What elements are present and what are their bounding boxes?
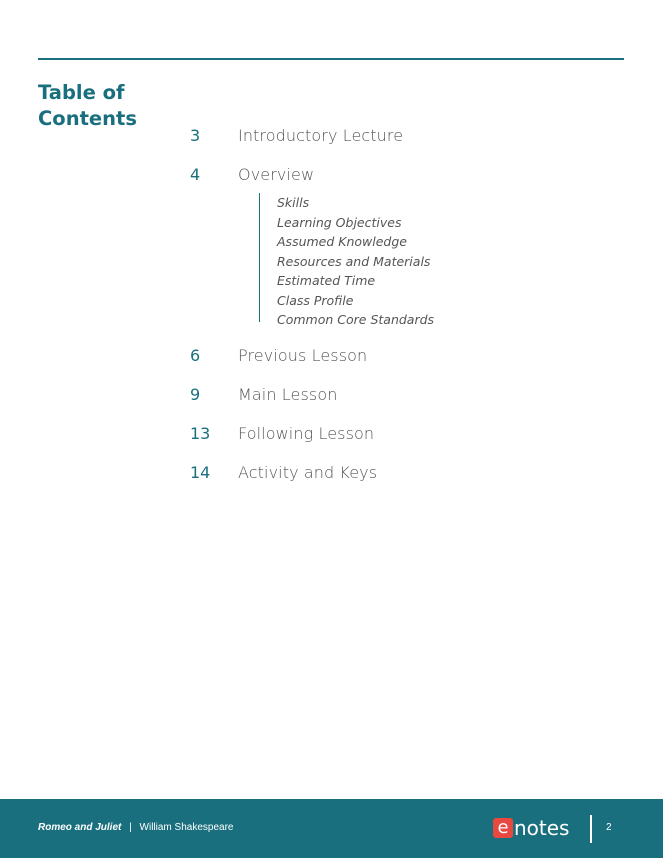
toc-entry-title: Previous Lesson bbox=[238, 345, 368, 365]
enotes-logo-wordmark: notes bbox=[514, 816, 570, 840]
toc-entry-overview[interactable] bbox=[190, 162, 314, 186]
toc-entry-following-lesson[interactable] bbox=[190, 421, 374, 445]
top-rule bbox=[38, 58, 624, 60]
toc-page-number: 4 bbox=[190, 164, 201, 184]
toc-entry-main-lesson[interactable] bbox=[190, 382, 337, 406]
subitem-assumed-knowledge: Assumed Knowledge bbox=[277, 234, 407, 249]
subitem-class-profile: Class Profile bbox=[277, 292, 354, 308]
toc-page-number: 13 bbox=[190, 423, 211, 443]
footer-book-info bbox=[38, 822, 233, 833]
toc-entry-title: Overview bbox=[238, 164, 315, 184]
toc-entry-title: Following Lesson bbox=[238, 423, 375, 443]
footer-book-title: Romeo and Juliet bbox=[38, 822, 122, 833]
overview-subitems bbox=[259, 193, 435, 327]
enotes-logo-e-icon: e bbox=[493, 818, 513, 838]
toc-entry-title: Introductory Lecture bbox=[238, 125, 404, 145]
subitem-learning-objectives: Learning Objectives bbox=[277, 214, 402, 230]
toc-page-number: 14 bbox=[190, 462, 211, 482]
toc-page-number: 6 bbox=[190, 345, 201, 365]
page-footer bbox=[0, 799, 663, 858]
toc-entry-introductory-lecture[interactable] bbox=[190, 123, 403, 147]
toc-page-number: 3 bbox=[190, 125, 201, 145]
footer-page-number: 2 bbox=[606, 822, 612, 833]
toc-heading: Table of Contents bbox=[38, 81, 137, 130]
toc-entry-previous-lesson[interactable] bbox=[190, 343, 367, 367]
enotes-logo bbox=[493, 816, 569, 840]
subitem-resources-and-materials: Resources and Materials bbox=[277, 253, 431, 269]
subitem-skills: Skills bbox=[277, 195, 310, 210]
subitem-estimated-time: Estimated Time bbox=[277, 273, 376, 288]
footer-author: William Shakespeare bbox=[139, 822, 234, 833]
toc-entry-title: Activity and Keys bbox=[238, 462, 378, 482]
footer-divider bbox=[590, 815, 592, 843]
toc-entry-activity-and-keys[interactable] bbox=[190, 460, 377, 484]
subitem-common-core-standards: Common Core Standards bbox=[277, 312, 435, 327]
toc-entry-title: Main Lesson bbox=[238, 384, 338, 404]
toc-page-number: 9 bbox=[190, 384, 201, 404]
footer-separator: | bbox=[129, 822, 132, 833]
